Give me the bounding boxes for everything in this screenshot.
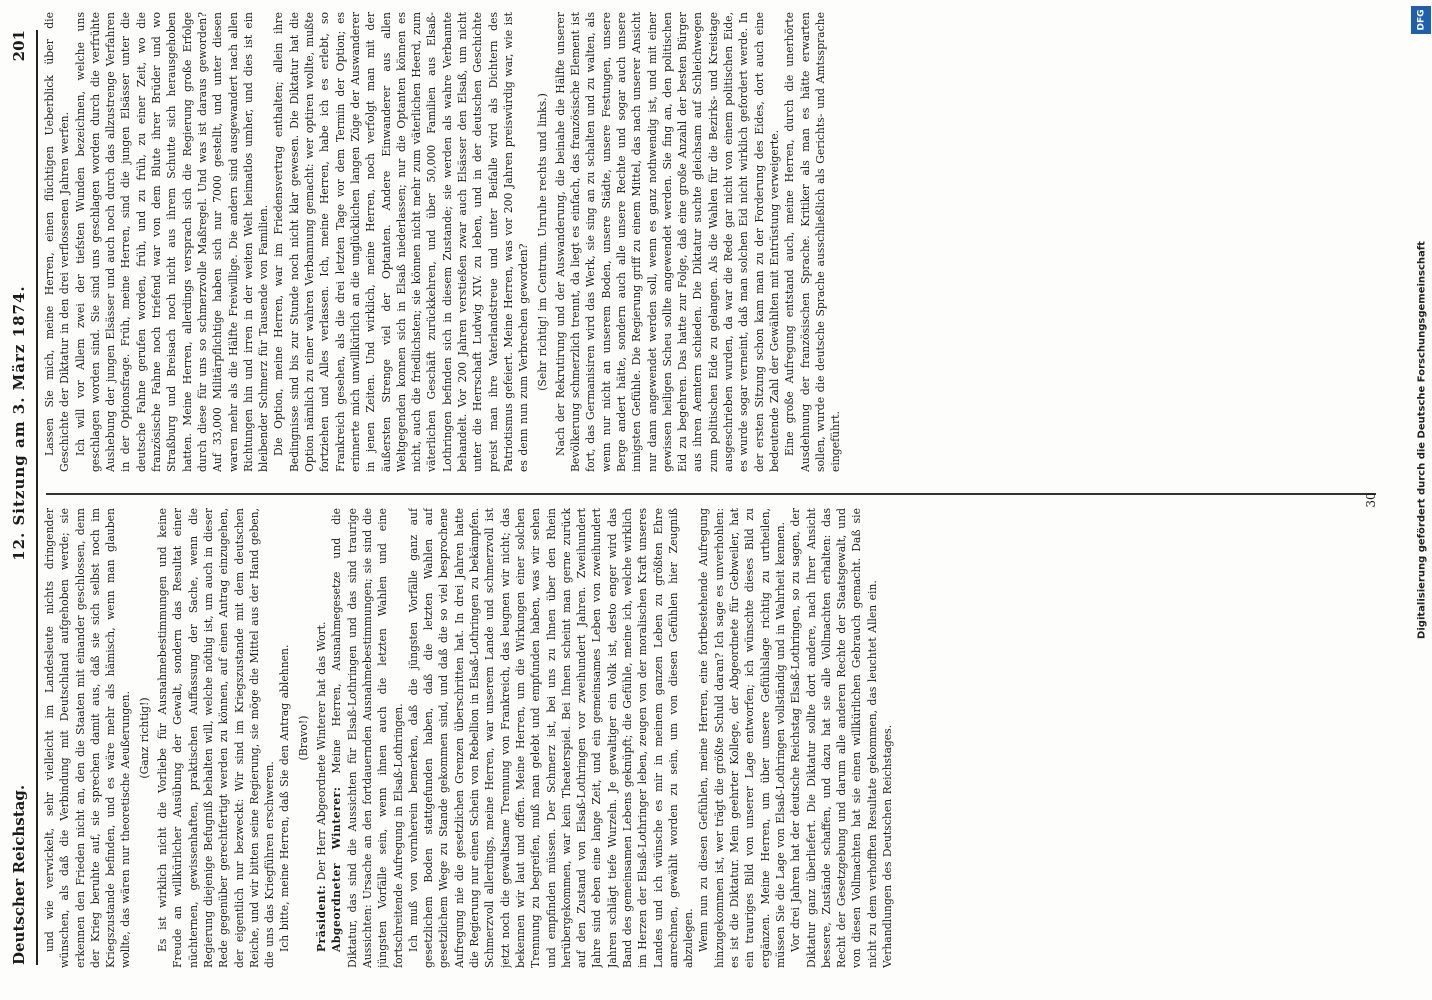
speech-text: Meine Herren, Ausnahmegesetze und die Diktatur, das sind die Aussichten für Elsaß-Lothringen und das sind traurige Aussichten: Ursache an den fortdauernden Ausnahmebestimmungen; sie sind die jüngsten Vorfälle sein, wenn ihnen auch die letzten Wahlen und eine fortschreitende Aufregung in Elsaß-Lothringen. xyxy=(330,508,405,968)
running-head xyxy=(6,30,32,965)
interjection: (Ganz richtig!) xyxy=(137,697,151,779)
body-paragraph: Ich will vor Allem zwei der tiefsten Wunden bezeichnen, welche uns geschlagen worden sind. Sie sind uns geschlagen worden durch die verfrühte Aushebung der jungen Elsässer und auch noch durch das allzustrenge Verfahren in der Optionsfrage. Früh, meine Herren, sind die jungen Elsässer unter die deutsche Fahne gerufen worden, früh, und zu früh, zu einer Zeit, wo die französische Fahne noch triefend war von dem Blute ihrer Brüder und wo Straßburg und Breisach noch nicht aus ihrem Schutte sich herausgehoben hatten. Meine Herren, allerdings versprach sich die Regierung große Erfolge durch diese für uns so schmerzvolle Maßregel. Und was ist daraus geworden? Auf 33,000 Militärpflichtige haben sich nur 7000 gestellt, und unter diesen waren mehr als die Hälfte Freiwillige. Die andern sind ausgewandert nach allen Richtungen hin und irren in der weiten Welt heimatlos umher, und dies ist ein bleibender Schmerz für Tausende von Familien. xyxy=(73,12,271,472)
column-divider xyxy=(46,493,1376,495)
body-paragraph: und wie verwickelt, sehr vielleicht im Landesleute nichts dringender wünschen, als daß die Verbindung mit Deutschland aufgehoben werde; sie erkennen den Frieden nicht an, den die Staaten mit einander geschlossen, denn der Krieg beruhte auf, sie sprechen damit aus, daß sie sich selbst noch im Kriegszustande befinden, und es wäre mehr als hämisch, wenn man glauben wollte, das wären nur theoretische Aeußerungen. xyxy=(43,508,133,968)
speaker-name: Abgeordneter Winterer: xyxy=(330,786,344,952)
body-paragraph: Lassen Sie mich, meine Herren, einen flüchtigen Ueberblick über die Geschichte der Diktatur in den drei verflossenen Jahren werfen. xyxy=(43,12,72,472)
interjection: (Bravo!) xyxy=(296,715,310,761)
dfg-logo: DFG xyxy=(1411,6,1431,34)
header-rule xyxy=(36,30,38,965)
speech-paragraph xyxy=(314,508,329,968)
watermark-text: Digitalisierung gefördert durch die Deutsche Forschungsgemeinschaft xyxy=(1416,241,1428,639)
body-paragraph: Ich bitte, meine Herren, daß Sie den Antrag ablehnen. xyxy=(278,644,292,952)
body-paragraph: Eine große Aufregung entstand auch, meine Herren, durch die unerhörte Ausdehnung der französischen Sprache. Kritiker als man es hätte erwarten sollen, wurde die deutsche Sprache ausschließlich als Gerichts- und Amtssprache eingeführt. xyxy=(783,12,843,472)
body-paragraph: Die Option, meine Herren, war im Friedensvertrag enthalten; allein ihre Bedingnisse sind bis zur Stunde noch nicht klar gewesen. Die Diktatur hat die Option nämlich zu einer wahren Verbannung gemacht: wer optiren wollte, mußte fortziehen und Alles verlassen. Ich, meine Herren, habe ich es erlebt, so Frankreich gesehen, als die drei letzten Tage vor dem Termin der Option; es erinnerte mich unwillkürlich an die unglücklichen langen Züge der Auswanderer in jenen Zeiten. Und wirklich, meine Herren, noch verfolgt man mit der äußersten Strenge viel der Optanten. Andere Einwanderer aus allen Weltgegenden konnen sich in Elsaß niederlassen; nur die Optanten können es nicht, auch die friedlichsten; sie können nicht mehr zum väterlichen Heerd, zum väterlichen Geschäft zurückkehren, und über 50,000 Familien aus Elsaß-Lothringen befinden sich in diesem Zustande; sie werden als wahre Verbannte behandelt. Vor 200 Jahren verstießen zwar auch Elsässer den Elsaß, um nicht unter die Herrschaft Ludwig XIV. zu leben, und in der deutschen Geschichte preist man ihre Vaterlandstreue und unter Beifalle wird als Dichtern des Patriotismus gefeiert. Meine Herren, was vor 200 Jahren preiswürdig war, wie ist es denn nun zum Verbrechen geworden? xyxy=(272,12,531,472)
speech-text: Der Herr Abgeordnete Winterer hat das Wort. xyxy=(315,621,329,881)
body-paragraph: Vor drei Jahren hat der deutsche Reichstag Elsaß-Lothringen, so zu sagen, der Diktatur ganz überliefert. Die Diktatur sollte dort andere, nach Ihrer Ansicht bessere, Zustände schaffen, und dazu hat sie alle Vollmachten erhalten: das Recht der Gesetzgebung und darum alle anderen Rechte der Staatsgewalt, und von diesen Vollmachten hat sie einen willkürlichen Gebrauch gemacht. Daß sie nicht zu dem verhofften Resultate gekommen, das leuchtet Allen ein. xyxy=(789,508,879,968)
footer-note: Verhandlungen des Deutschen Reichstages. xyxy=(881,724,895,968)
body-paragraph: Ich muß von vornherein bemerken, daß die jüngsten Vorfälle ganz auf gesetzlichem Boden stattgefunden haben, daß die letzten Wahlen auf gesetzlichem Wege zu Stande gekommen sind, und daß die so viel besprochene Aufregung nie die gesetzlichen Grenzen überschritten hat. In drei Jahren hatte die Regierung nur einen Schein von Rebellion in Elsaß-Lothringen zu bekämpfen. Schmerzvoll allerdings, meine Herren, war unserem Lande und schmerzvoll ist jetzt noch die gewaltsame Trennung von Frankreich, das leugnen wir nicht; das bekennen wir laut und offen. Meine Herren, um die Wirkungen einer solchen Trennung zu begreifen, muß man gelebt und empfunden haben, was wir sehen und empfinden müssen. Der Schmerz ist, bei uns zu Ihnen über den Rhein herübergekommen, war kein Theaterspiel. Bei Ihnen scheint man gerne zurück auf den Zustand von Elsaß-Lothringen vor zweihundert Jahren. Zweihundert Jahre sind eben eine lange Zeit, und ein gemeinsames Leben von zweihundert Jahren schlägt tiefe Wurzeln. Je gewaltiger ein Volk ist, desto enger wird das Band des gemeinsamen Lebens geknüpft; die Gefühle, meine ich, welche wirklich im Herzen der Elsaß-Lothringer leben, zeugen von der moralischen Kraft unseres Landes und ich wünsche es mir in meinem ganzen Leben zu größten Ehre anrechnen, gewählt worden zu sein, um von diesen Gefühlen hier Zeugniß abzulegen. xyxy=(406,508,696,968)
page-number: 201 xyxy=(10,30,28,62)
header-left: Deutscher Reichstag. xyxy=(10,784,28,965)
right-column xyxy=(42,12,1382,472)
header-center: 12. Sitzung am 3. März 1874. xyxy=(10,285,28,561)
sheet-number: 30 xyxy=(1364,492,1378,508)
interjection: (Sehr richtig! im Centrum. Unruhe rechts und links.) xyxy=(535,93,549,391)
digitization-watermark xyxy=(1410,30,1432,850)
left-column xyxy=(42,508,1382,968)
body-paragraph: Nach der Rekrutirung und der Auswanderung, die beinahe die Hälfte unserer Bevölkerung schmerzlich trennt, da liegt es einfach, das französische Element ist fort, das Germanisiren wird das Werk, sie sing an zu schalten und zu walten, als wenn nur nicht an unserem Boden, unsere Städte, unsere Festungen, unsere Berge andert hätte, sondern auch alle unsere Rechte und sogar auch unsere innigsten Gefühle. Die Regierung griff zu einem Mittel, das nach unserer Ansicht nur dann angewendet werden soll, wenn es ganz nothwendig ist, und mit einer gewissen heiligen Scheu sollte angewendet werden. Sie fing an, den politischen Eid zu begehren. Das hatte zur Folge, daß eine große Anzahl der besten Bürger aus ihren Aemtern schieden. Die Diktatur suchte gleichsam auf Schleichwegen zum politischen Eide zu gelangen. Als die Wahlen für die Bezirks- und Kreistage ausgeschrieben wurden, da war die Rede gar nicht von einem politischen Eide, es wurde sogar verneint, daß man solchen Eid nicht wirklich gefordert werde. In der ersten Sitzung schon kam man zu der Forderung des Eides, dort auch eine bedeutende Zahl der Gewählten mit Entrüstung verweigerte. xyxy=(553,12,781,472)
speaker-name: Präsident: xyxy=(315,884,329,952)
body-paragraph: Wenn nun zu diesen Gefühlen, meine Herren, eine fortbestehende Aufregung hinzugekommen ist, wer trägt die größte Schuld daran? Ich sage es unverhohlen: es ist die Diktatur. Mein geehrter Kollege, der Abgeordnete für Gebweiler, hat ein trauriges Bild von unserer Lage entworfen; ich wünschte dieses Bild zu ergänzen. Meine Herren, um über unsere Gefühlslage richtig zu urtheilen, müssen Sie die Lage von Elsaß-Lothringen vollständig und in Wahrheit kennen. xyxy=(697,508,787,968)
body-paragraph: Es ist wirklich nicht die Vorliebe für Ausnahmebestimmungen und keine Freude an willkürlicher Ausübung der Gewalt, sondern das Resultat einer nüchternen, gewissenhaften, praktischen Auffassung der Sache, wenn die Regierung diejenige Befugniß behalten will, welche nöthig ist, um auch in dieser Rede gegenüber gerechtfertigt werden zu können, auf einen Antrag einzugehen, der eigentlich nur bezweckt: Wir sind im Kriegszustande mit dem deutschen Reiche, und wir bitten seine Regierung, sie möge die Mittel aus der Hand geben, die uns das Kriegführen erschweren. xyxy=(156,508,277,968)
speech-paragraph xyxy=(329,508,405,968)
